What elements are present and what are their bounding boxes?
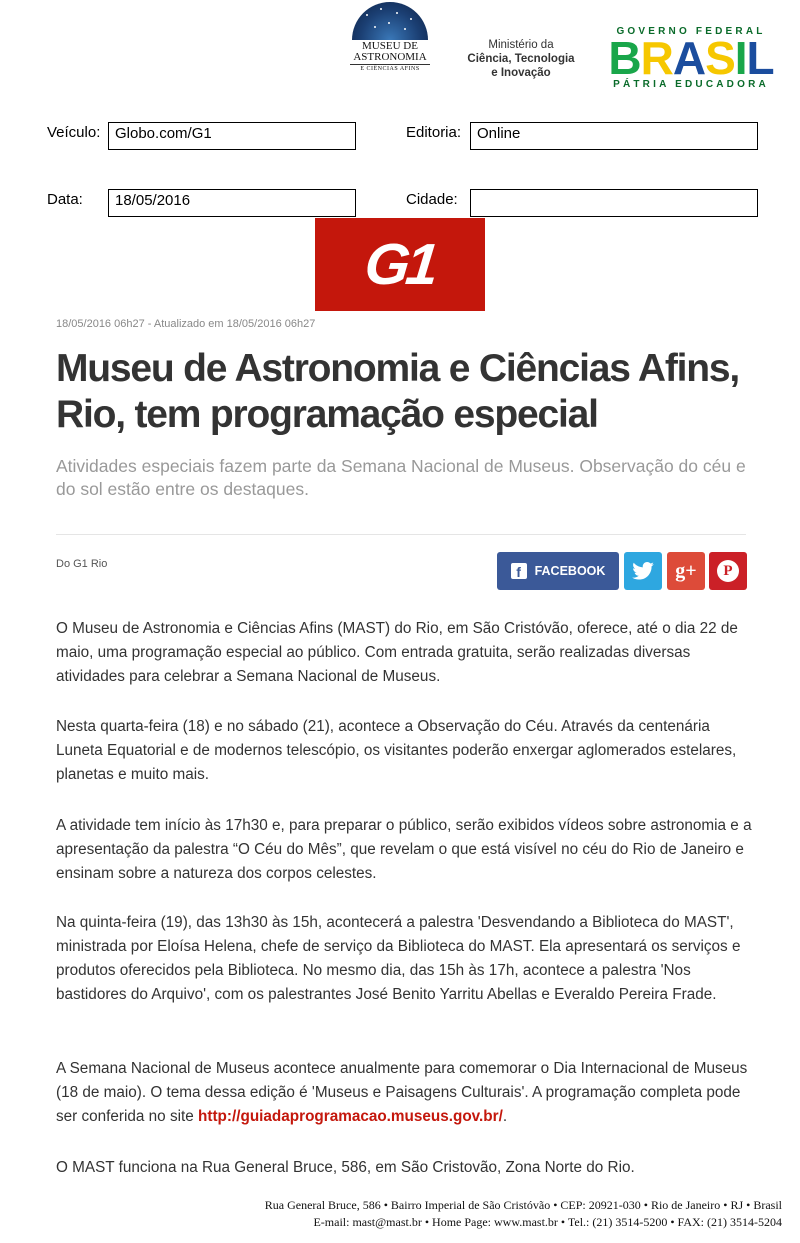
cidade-label: Cidade: [406, 191, 458, 208]
article-paragraph [56, 1057, 756, 1129]
paragraph-6: O MAST funciona na Rua General Bruce, 586, em São Cristovão, Zona Norte do Rio. [56, 1159, 635, 1176]
brasil-letter: I [734, 32, 747, 84]
facebook-icon: f [511, 563, 527, 579]
g1-logo [315, 218, 485, 311]
article-dateline: 18/05/2016 06h27 - Atualizado em 18/05/2016 06h27 [56, 318, 316, 330]
brasil-letter: A [672, 32, 706, 84]
governo-federal-logo [598, 26, 784, 90]
data-label: Data: [47, 191, 83, 208]
paragraph-5-text: A Semana Nacional de Museus acontece anualmente para comemorar o Dia Internacional de Museus (18 de maio). O tema dessa edição é 'Museus e Paisagens Culturais'. A programação completa pode ser conferida no site [56, 1060, 748, 1125]
paragraph-4: Na quinta-feira (19), das 13h30 às 15h, acontecerá a palestra 'Desvendando a Biblioteca do MAST', ministrada por Eloísa Helena, chefe de serviço da Biblioteca do MAST. Ela apresentará os serviços e produtos oferecidos pela Biblioteca. No mesmo dia, das 15h às 17h, acontece a palestra 'Nos bastidores do Arquivo', com os palestrantes José Benito Yarritu Abellas e Everaldo Pereira Frade. [56, 914, 741, 1003]
article-paragraph [56, 911, 756, 1007]
ministry-logo [467, 38, 575, 80]
programacao-link[interactable]: http://guiadaprogramacao.museus.gov.br/ [198, 1108, 503, 1125]
mast-logo [350, 2, 430, 74]
footer-line1: Rua General Bruce, 586 • Bairro Imperial de São Cristóvão • CEP: 20921-030 • Rio de Janeiro • RJ • Brasil [264, 1198, 782, 1212]
facebook-share-button[interactable] [497, 552, 619, 590]
gplus-icon: g+ [675, 559, 697, 582]
article-paragraph [56, 814, 756, 886]
footer-line2: E-mail: mast@mast.br • Home Page: www.mast.br • Tel.: (21) 3514-5200 • FAX: (21) 3514-5204 [313, 1215, 782, 1229]
facebook-share-label: FACEBOOK [534, 564, 606, 578]
paragraph-3: A atividade tem início às 17h30 e, para preparar o público, serão exibidos vídeos sobre astronomia e a apresentação da palestra “O Céu do Mês”, que revelam o que está visível no céu do Rio de Janeiro e ensinam sobre a natureza dos corpos celestes. [56, 817, 752, 882]
pinterest-share-button[interactable] [709, 552, 747, 590]
veiculo-label: Veículo: [47, 124, 101, 141]
ministry-line2: Ciência, Tecnologia [467, 53, 575, 65]
brasil-letter: R [640, 32, 673, 84]
article-headline: Museu de Astronomia e Ciências Afins, Rio, tem programação especial [56, 347, 740, 436]
gplus-share-button[interactable] [667, 552, 705, 590]
article-subhead: Atividades especiais fazem parte da Semana Nacional de Museus. Observação do céu e do sol estão entre os destaques. [56, 456, 746, 499]
cidade-field [470, 189, 758, 217]
veiculo-field: Globo.com/G1 [108, 122, 356, 150]
article-paragraph [56, 617, 756, 689]
gov-bottom-text: PÁTRIA EDUCADORA [613, 79, 769, 90]
twitter-share-button[interactable] [624, 552, 662, 590]
editoria-label: Editoria: [406, 124, 462, 141]
twitter-icon [632, 562, 654, 580]
mast-logo-line3: E CIÊNCIAS AFINS [360, 66, 420, 72]
brasil-letter: S [705, 32, 735, 84]
observatory-dome-icon [352, 2, 428, 40]
editoria-field: Online [470, 122, 758, 150]
brasil-wordmark [598, 32, 784, 84]
paragraph-1: O Museu de Astronomia e Ciências Afins (MAST) do Rio, em São Cristóvão, oferece, até o dia 22 de maio, uma programação especial ao público. Com entrada gratuita, serão realizadas diversas atividades para celebrar a Semana Nacional de Museus. [56, 620, 738, 685]
article-paragraph [56, 715, 756, 787]
brasil-letters [608, 32, 774, 84]
ministry-line3: e Inovação [491, 67, 551, 79]
paragraph-2: Nesta quarta-feira (18) e no sábado (21), acontece a Observação do Céu. Através da centenária Luneta Equatorial e de modernos telescópio, os visitantes poderão enxergar aglomerados estelares, planetas e muito mais. [56, 718, 737, 783]
mast-logo-line2: ASTRONOMIA [350, 52, 430, 65]
divider [56, 534, 746, 535]
pinterest-icon: P [717, 560, 739, 582]
g1-logo-text: G1 [361, 232, 439, 297]
mast-logo-line1: MUSEU DE [362, 40, 418, 52]
article-paragraph [56, 1156, 756, 1180]
paragraph-5 [56, 1057, 756, 1129]
brasil-letter: L [746, 32, 774, 84]
article-source: Do G1 Rio [56, 558, 108, 570]
brasil-letter: B [608, 32, 641, 84]
ministry-line1: Ministério da [488, 39, 554, 51]
footer-address [22, 1197, 782, 1231]
paragraph-5-end: . [502, 1108, 508, 1125]
gov-top-text: GOVERNO FEDERAL [616, 26, 766, 37]
data-field: 18/05/2016 [108, 189, 356, 217]
